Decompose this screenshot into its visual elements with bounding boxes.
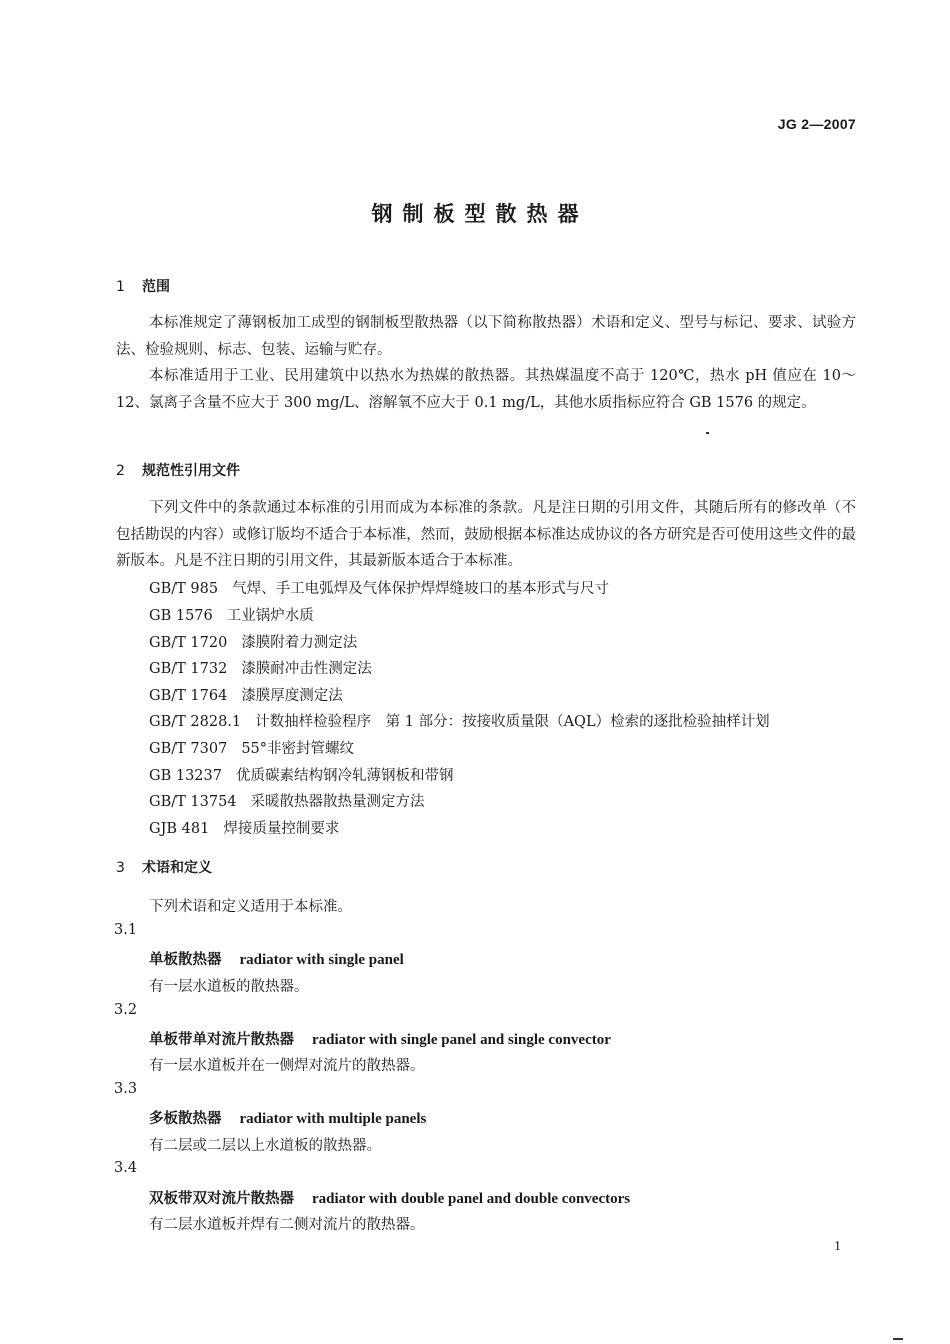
- reference-title: 优质碳素结构钢冷轧薄钢板和带钢: [235, 768, 454, 784]
- reference-code: GB/T 1732: [149, 661, 228, 677]
- term-definition: 有一层水道板并在一侧焊对流片的散热器。: [149, 1058, 425, 1074]
- scan-speck: [706, 432, 709, 434]
- reference-code: GB 1576: [149, 608, 213, 624]
- reference-title: 焊接质量控制要求: [223, 821, 340, 837]
- term-number: 3.2: [114, 1002, 138, 1018]
- section-3-heading: [116, 857, 212, 877]
- reference-code: GB/T 985: [149, 581, 219, 597]
- term-heading: [149, 1107, 426, 1128]
- reference-title: 漆膜耐冲击性测定法: [241, 661, 372, 677]
- term-heading: [149, 1028, 611, 1049]
- reference-title: 工业锅炉水质: [226, 608, 314, 624]
- section-2-intro: 下列文件中的条款通过本标准的引用而成为本标准的条款。凡是注日期的引用文件，其随后所有的修改单（不包括勘误的内容）或修订版均不适合于本标准，然而，鼓励根据本标准达成协议的各方研究是否可使用这些文件的最新版本。凡是不注日期的引用文件，其最新版本适合于本标准。: [116, 500, 856, 569]
- term-number: 3.4: [114, 1160, 138, 1176]
- section-title: 范围: [142, 279, 170, 295]
- reference-item: [149, 604, 314, 625]
- section-1-paragraph-1: 本标准规定了薄钢板加工成型的钢制板型散热器（以下简称散热器）术语和定义、型号与标记、要求、试验方法、检验规则、标志、包装、运输与贮存。: [116, 315, 856, 358]
- reference-item: [149, 790, 425, 811]
- term-english: radiator with double panel and double convectors: [312, 1191, 631, 1207]
- scan-speck: [893, 1338, 903, 1340]
- section-1-heading: [116, 276, 170, 296]
- reference-item: [149, 710, 770, 731]
- reference-code: GJB 481: [149, 821, 210, 837]
- term-number: 3.1: [114, 922, 138, 938]
- term-heading: [149, 948, 404, 969]
- reference-title: 计数抽样检验程序 第 1 部分：按接收质量限（AQL）检索的逐批检验抽样计划: [255, 714, 770, 730]
- section-2-heading: [116, 460, 240, 480]
- reference-title: 55°非密封管螺纹: [241, 741, 355, 757]
- document-title: 钢制板型散热器: [371, 202, 589, 226]
- reference-title: 采暖散热器散热量测定方法: [250, 794, 425, 810]
- section-title: 术语和定义: [142, 860, 212, 876]
- reference-code: GB/T 1764: [149, 688, 228, 704]
- reference-item: [149, 817, 339, 838]
- section-title: 规范性引用文件: [142, 463, 240, 479]
- reference-item: [149, 684, 343, 705]
- reference-code: GB/T 2828.1: [149, 714, 242, 730]
- term-english: radiator with single panel: [239, 952, 404, 968]
- section-1-paragraph-2: 本标准适用于工业、民用建筑中以热水为热媒的散热器。其热媒温度不高于 120℃，热水 pH 值应在 10～12、氯离子含量不应大于 300 mg/L、溶解氧不应大于 0.1 mg/L，其他水质指标应符合 GB 1576 的规定。: [116, 368, 856, 411]
- reference-code: GB/T 1720: [149, 635, 228, 651]
- page-number: 1: [834, 1239, 841, 1254]
- term-english: radiator with single panel and single convector: [312, 1032, 611, 1048]
- section-3-intro: 下列术语和定义适用于本标准。: [149, 899, 352, 915]
- reference-item: [149, 631, 357, 652]
- reference-code: GB/T 13754: [149, 794, 237, 810]
- section-number: 2: [116, 463, 125, 479]
- term-definition: 有二层或二层以上水道板的散热器。: [149, 1138, 381, 1154]
- term-heading: [149, 1187, 630, 1208]
- term-chinese: 单板带单对流片散热器: [149, 1032, 294, 1048]
- term-chinese: 单板散热器: [149, 952, 222, 968]
- term-number: 3.3: [114, 1081, 138, 1097]
- reference-item: [149, 764, 453, 785]
- reference-item: [149, 577, 609, 598]
- reference-title: 漆膜附着力测定法: [241, 635, 358, 651]
- term-definition: 有一层水道板的散热器。: [149, 979, 309, 995]
- reference-title: 漆膜厚度测定法: [241, 688, 343, 704]
- term-english: radiator with multiple panels: [239, 1111, 427, 1127]
- term-chinese: 多板散热器: [149, 1111, 222, 1127]
- reference-title: 气焊、手工电弧焊及气体保护焊焊缝坡口的基本形式与尺寸: [232, 581, 610, 597]
- reference-code: GB 13237: [149, 768, 222, 784]
- standard-code: JG 2—2007: [777, 116, 856, 132]
- term-chinese: 双板带双对流片散热器: [149, 1191, 294, 1207]
- reference-item: [149, 657, 372, 678]
- reference-code: GB/T 7307: [149, 741, 228, 757]
- reference-item: [149, 737, 354, 758]
- section-number: 1: [116, 279, 125, 295]
- section-number: 3: [116, 860, 125, 876]
- term-definition: 有二层水道板并焊有二侧对流片的散热器。: [149, 1217, 425, 1233]
